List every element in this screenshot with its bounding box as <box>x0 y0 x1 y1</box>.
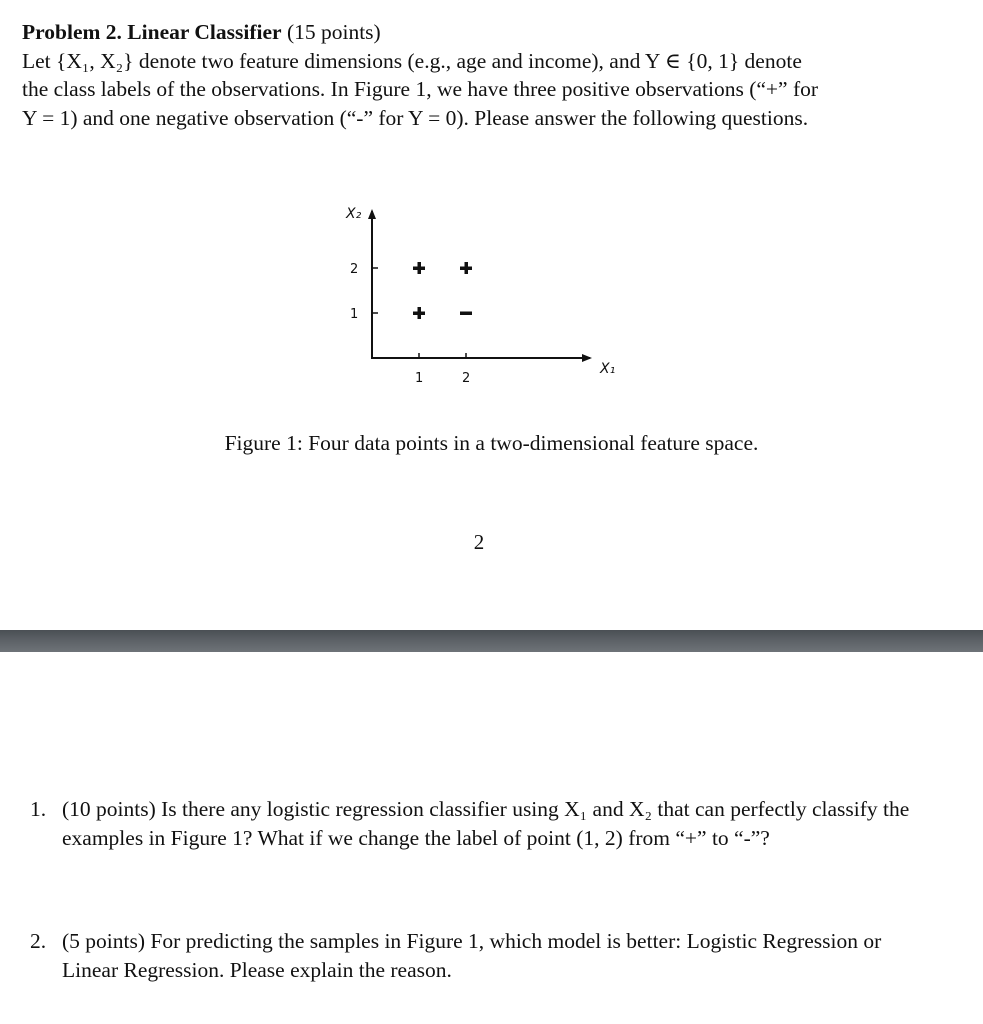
problem-statement <box>22 18 942 132</box>
problem-line-2: Let {X₁, X₂} denote two feature dimensions (e.g., age and income), and Y ∈ {0, 1} denote <box>22 48 802 73</box>
negative-point <box>460 312 472 316</box>
page-number: 2 <box>473 530 485 554</box>
y-tick-label: 2 <box>350 262 359 277</box>
problem-points: (15 points) <box>286 20 381 44</box>
question-1 <box>30 795 942 852</box>
question-text: (10 points) Is there any logistic regression classifier using X₁ and X₂ that can perfectly classify the examples in Figure 1? What if we change the label of point (1, 2) from “+” to “-”? <box>62 797 910 850</box>
problem-line-4: Y = 1) and one negative observation (“-” for Y = 0). Please answer the following questions. <box>22 105 809 130</box>
y-axis-label: X₂ <box>346 206 362 222</box>
positive-point <box>413 307 425 319</box>
figure-1 <box>320 195 640 395</box>
page-separator <box>0 630 983 652</box>
question-2 <box>30 927 942 984</box>
y-tick-label: 1 <box>350 307 359 322</box>
question-number: 1. <box>30 797 47 821</box>
question-number: 2. <box>30 929 47 953</box>
question-text: (5 points) For predicting the samples in Figure 1, which model is better: Logistic Regression or Linear Regression. Please explain the reason. <box>62 929 882 982</box>
figure-plot <box>320 195 640 395</box>
positive-point <box>413 262 425 274</box>
positive-point <box>460 262 472 274</box>
x-tick-label: 1 <box>415 371 424 386</box>
problem-line-3: the class labels of the observations. In Figure 1, we have three positive observations (“+” for <box>22 77 819 101</box>
figure-caption: Figure 1: Four data points in a two-dimensional feature space. <box>224 431 759 455</box>
x-tick-label: 2 <box>462 371 471 386</box>
problem-heading: Problem 2. Linear Classifier <box>22 20 282 44</box>
x-axis-label: X₁ <box>600 361 616 377</box>
problem-line-1 <box>22 18 942 47</box>
